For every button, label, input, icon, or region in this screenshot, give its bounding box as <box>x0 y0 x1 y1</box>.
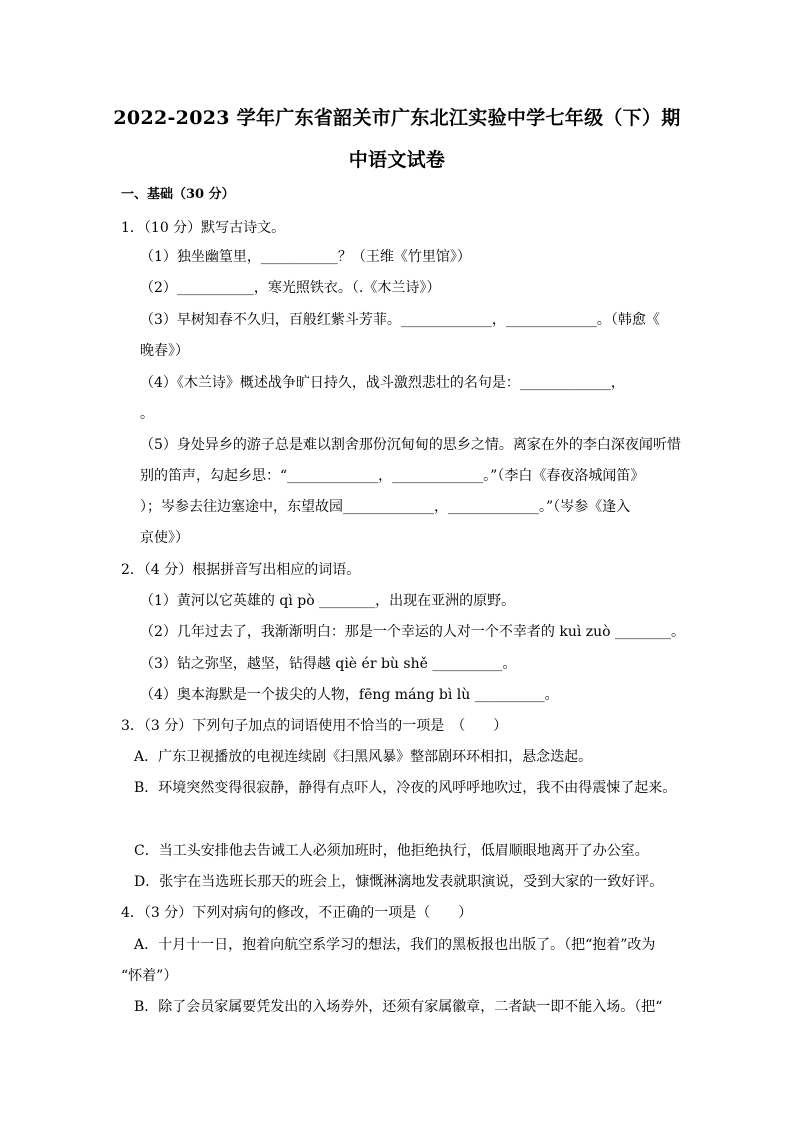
question-1-part-5: （5）身处异乡的游子总是难以割舍那份沉甸甸的思乡之情。离家在外的李白深夜闻听惜 <box>140 437 681 453</box>
question-3-option-b: B．环境突然变得很寂静，静得有点吓人，冷夜的风呼呼地吹过，我不由得震悚了起来。 <box>134 780 677 796</box>
question-2-part-3: （3）钻之弥坚，越坚，钻得越 qiè ér bù shě __________。 <box>140 656 517 672</box>
question-4-option-a-cont: “怀着”） <box>121 968 178 984</box>
question-3-stem: 3．（3 分）下列句子加点的词语使用不恰当的一项是 （ ） <box>121 718 508 734</box>
section-heading-basics: 一、基础（30 分） <box>121 187 235 202</box>
question-2-stem: 2．（4 分）根据拼音写出相应的词语。 <box>121 562 361 578</box>
question-1-part-5-cont-3: 京使》） <box>140 530 189 546</box>
question-4-stem: 4．（3 分）下列对病句的修改，不正确的一项是（ ） <box>121 905 473 921</box>
question-1-part-4: （4）《木兰诗》概述战争旷日持久，战斗激烈悲壮的名句是：_____________， <box>140 375 625 391</box>
question-1-part-1: （1）独坐幽篁里，___________？（王维《竹里馆》） <box>140 249 471 265</box>
question-3-option-a: A．广东卫视播放的电视连续剧《扫黑风暴》整部剧环环相扣，悬念迭起。 <box>134 749 593 765</box>
question-1-part-2: （2）___________，寒光照铁衣。（.《木兰诗》） <box>140 280 441 296</box>
question-2-part-2: （2）几年过去了，我渐渐明白：那是一个幸运的人对一个不幸者的 kuì zuò ________。 <box>140 624 686 640</box>
question-3-option-d: D．张宇在当选班长那天的班会上，慷慨淋漓地发表就职演说，受到大家的一致好评。 <box>134 874 664 890</box>
question-2-part-4: （4）奥本海默是一个拔尖的人物，fēng máng bì lù __________。 <box>140 687 559 703</box>
question-3-option-c: C．当工头安排他去告诫工人必须加班时，他拒绝执行，低眉顺眼地离开了办公室。 <box>134 843 649 859</box>
question-1-part-5-cont-2: ）；岑参去往边塞途中，东望故园_____________，_____________。”（岑参《逢入 <box>140 499 631 515</box>
question-2-part-1: （1）黄河以它英雄的 qì pò ________，出现在亚洲的原野。 <box>140 593 516 609</box>
exam-title-line-2: 中语文试卷 <box>348 149 446 171</box>
question-1-part-4-cont: 。 <box>140 406 154 422</box>
question-1-stem: 1．（10 分）默写古诗文。 <box>121 220 286 236</box>
question-4-option-b: B．除了会员家属要凭发出的入场券外，还须有家属徽章，二者缺一即不能入场。（把“ <box>134 999 663 1015</box>
question-4-option-a: A．十月十一日，抱着向航空系学习的想法，我们的黑板报也出版了。（把“抱着”改为 <box>134 937 656 953</box>
question-1-part-3-cont: 晚春》） <box>140 343 189 359</box>
exam-title-line-1: 2022-2023 学年广东省韶关市广东北江实验中学七年级（下）期 <box>113 107 681 129</box>
question-1-part-3: （3）早树知春不久归，百般红紫斗芳菲。_____________，_____________。（韩愈《 <box>140 312 660 328</box>
question-1-part-5-cont-1: 别的笛声，勾起乡思：“_____________，_____________。”（李白《春夜洛城闻笛》 <box>140 468 645 484</box>
